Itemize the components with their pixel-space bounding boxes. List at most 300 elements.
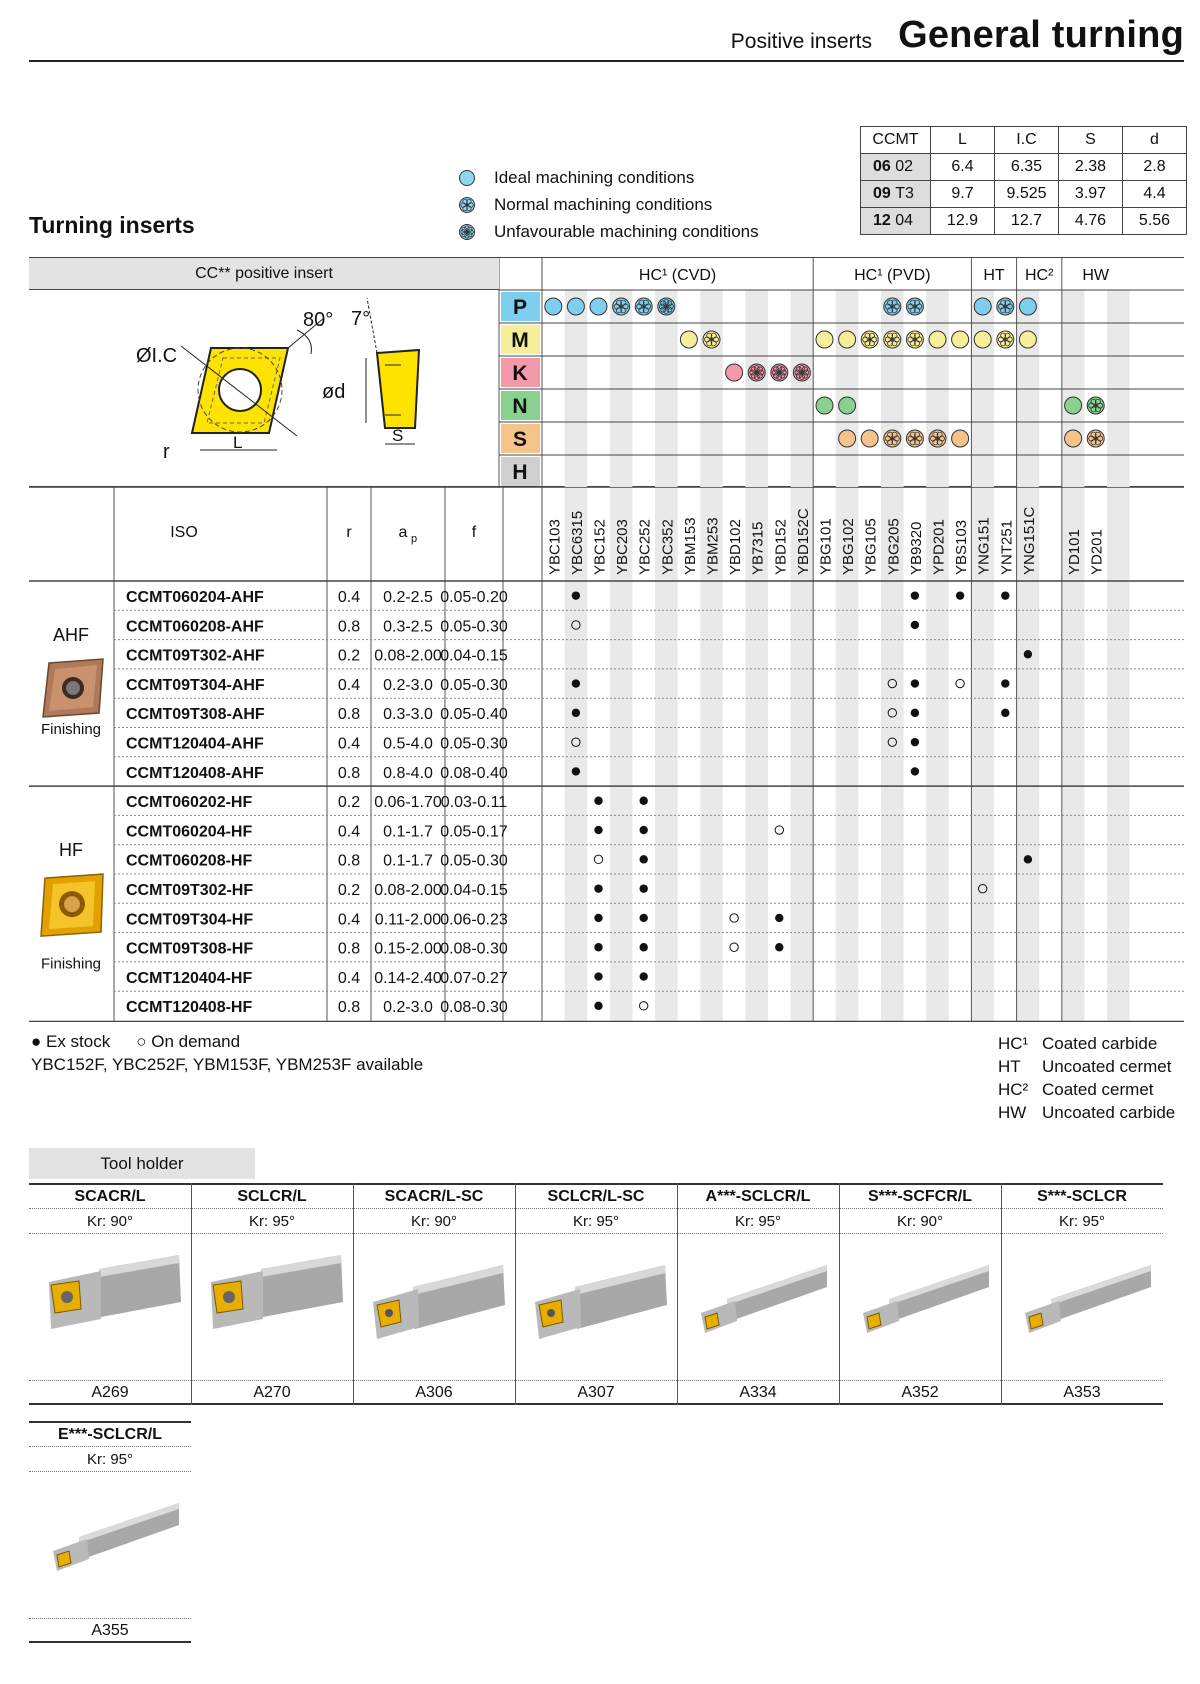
ex-stock-dot — [572, 767, 580, 775]
feed-value: 0.08-0.40 — [440, 764, 508, 782]
on-demand-dot — [730, 914, 738, 922]
feed-value: 0.05-0.30 — [440, 735, 508, 753]
circle-open-icon — [839, 331, 856, 348]
grade-name: YBM153 — [681, 517, 699, 575]
ap-value: 0.15-2.00 — [374, 940, 442, 958]
ex-stock-dot — [911, 767, 919, 775]
tool-holder-card — [1001, 1183, 1163, 1405]
grade-name: YD101 — [1066, 529, 1084, 575]
dims-suffix: 02 — [895, 158, 914, 175]
on-demand-label: On demand — [151, 1032, 241, 1051]
circle-open-icon — [1065, 397, 1082, 414]
holder-page-ref: A355 — [29, 1618, 191, 1641]
dims-header: L — [931, 127, 995, 154]
r-header: r — [346, 524, 352, 541]
boring-bar-icon — [687, 1247, 829, 1347]
circle-open-icon — [952, 430, 969, 447]
tool-holder-card — [191, 1183, 353, 1405]
grade-name: YBC152 — [591, 519, 609, 575]
grade-name: YBG101 — [817, 518, 835, 575]
boring-bar-icon — [1011, 1247, 1153, 1347]
tool-holder-icon — [39, 1247, 181, 1347]
radius-value: 0.2 — [337, 647, 361, 665]
circle-open-icon — [974, 331, 991, 348]
grade-key — [998, 1034, 1175, 1057]
circle-open-icon — [861, 430, 878, 447]
insert-group-name: AHF — [53, 625, 89, 645]
insert-hf-icon — [41, 874, 103, 936]
ex-stock-dot — [572, 709, 580, 717]
ex-stock-dot — [1001, 679, 1009, 687]
circle-open-icon — [1019, 331, 1036, 348]
material-letter: N — [512, 395, 528, 418]
radius-value: 0.8 — [337, 618, 361, 636]
grade-name: YBC6315 — [568, 510, 586, 575]
dims-cell: 12.9 — [931, 208, 995, 235]
grade-name: YNG151C — [1020, 506, 1038, 575]
holder-kr: Kr: 90° — [29, 1210, 191, 1234]
on-demand-dot — [640, 1002, 648, 1010]
radius-value: 0.4 — [337, 676, 361, 694]
ap-value: 0.08-2.00 — [374, 647, 442, 665]
tool-holder-card — [839, 1183, 1001, 1405]
holder-kr: Kr: 95° — [191, 1210, 353, 1234]
angle-label: 80° — [303, 309, 334, 331]
holder-kr: Kr: 90° — [353, 1210, 515, 1234]
flower-icon — [1087, 430, 1104, 447]
ex-stock-dot — [911, 679, 919, 687]
iso-table-graphic — [29, 487, 1184, 1022]
dims-row — [861, 208, 1187, 235]
radius-value: 0.8 — [337, 940, 361, 958]
insert-code: CCMT060202-HF — [126, 794, 253, 812]
ex-stock-dot — [594, 884, 602, 892]
header-subtitle: Positive inserts — [730, 30, 872, 53]
circle-open-icon — [816, 331, 833, 348]
ex-stock-dot — [594, 826, 602, 834]
grade-name: YB7315 — [749, 521, 767, 575]
tool-holder-card — [353, 1183, 515, 1405]
holder-page-ref: A270 — [191, 1380, 353, 1403]
ex-stock-dot — [1024, 855, 1032, 863]
grade-key-code: HW — [998, 1103, 1027, 1122]
ex-stock-dot — [640, 943, 648, 951]
radius-value: 0.4 — [337, 589, 361, 606]
flower-icon — [906, 430, 923, 447]
legend-unfavourable — [458, 218, 759, 245]
grade-matrix-graphic — [29, 258, 1184, 488]
ex-stock-dot — [911, 709, 919, 717]
material-letter: P — [512, 296, 528, 319]
holder-page-ref: A353 — [1001, 1380, 1163, 1403]
insert-code: CCMT120404-AHF — [126, 735, 264, 753]
dims-cell: 3.97 — [1059, 181, 1123, 208]
dims-cell: 2.38 — [1059, 154, 1123, 181]
circle-open-icon — [839, 430, 856, 447]
dims-suffix: T3 — [895, 185, 914, 202]
holder-divider — [353, 1183, 354, 1405]
iso-header: ISO — [170, 524, 198, 541]
grade-name: YD201 — [1088, 529, 1106, 575]
feed-value: 0.04-0.15 — [440, 647, 508, 665]
grade-name: YBC103 — [546, 519, 564, 575]
grade-name: YB9320 — [907, 521, 925, 575]
insert-code: CCMT09T302-AHF — [126, 647, 265, 665]
circle-open-icon — [839, 397, 856, 414]
ap-value: 0.3-3.0 — [383, 706, 433, 724]
grade-key-legend — [998, 1034, 1175, 1126]
grade-name: YBM253 — [704, 517, 722, 575]
flower-icon — [861, 331, 878, 348]
circle-open-icon — [952, 331, 969, 348]
flower-icon — [884, 331, 901, 348]
ap-value: 0.14-2.40 — [374, 969, 442, 987]
grade-name: YBS103 — [953, 519, 971, 575]
radius-value: 0.4 — [337, 823, 361, 841]
tool-holder-card — [677, 1183, 839, 1405]
grade-name: YBC252 — [636, 519, 654, 575]
ex-stock-dot — [640, 972, 648, 980]
ex-stock-dot — [640, 855, 648, 863]
flower-icon — [1087, 397, 1104, 414]
holder-kr: Kr: 95° — [677, 1210, 839, 1234]
dims-code: 12 — [873, 212, 891, 229]
stock-notes — [31, 1032, 423, 1075]
insert-code: CCMT060208-AHF — [126, 618, 264, 636]
ex-stock-dot — [640, 797, 648, 805]
flower-icon — [929, 430, 946, 447]
flower-icon — [906, 298, 923, 315]
holder-name: E***-SCLCR/L — [29, 1423, 191, 1447]
grade-key-desc: Uncoated cermet — [1042, 1057, 1172, 1076]
insert-code: CCMT120408-HF — [126, 999, 253, 1017]
ex-stock-dot — [911, 621, 919, 629]
dims-header: I.C — [995, 127, 1059, 154]
material-letter: S — [512, 428, 528, 451]
ex-stock-dot — [775, 914, 783, 922]
insert-side-view — [377, 350, 419, 428]
holder-kr: Kr: 95° — [1001, 1210, 1163, 1234]
grade-name: YNT251 — [998, 519, 1016, 575]
flower-dense-icon — [458, 223, 476, 241]
flower-icon — [884, 430, 901, 447]
feed-value: 0.05-0.20 — [440, 589, 508, 606]
flower-icon — [906, 331, 923, 348]
tool-holder-icon — [363, 1247, 505, 1347]
legend-label: Normal machining conditions — [494, 194, 713, 214]
feed-value: 0.05-0.17 — [440, 823, 508, 841]
circle-open-icon — [726, 364, 743, 381]
dims-header: CCMT — [861, 127, 931, 154]
feed-value: 0.06-0.23 — [440, 911, 508, 929]
insert-code: CCMT120404-HF — [126, 969, 253, 987]
ap-value: 0.2-3.0 — [383, 999, 433, 1017]
insert-diagram — [136, 298, 419, 463]
ap-value: 0.08-2.00 — [374, 882, 442, 899]
radius-value: 0.8 — [337, 852, 361, 870]
radius-value: 0.4 — [337, 735, 361, 753]
grade-group-label: HC¹ (PVD) — [854, 267, 931, 284]
radius-value: 0.8 — [337, 999, 361, 1017]
feed-value: 0.04-0.15 — [440, 882, 508, 899]
boring-bar-icon — [849, 1247, 991, 1347]
ex-stock-dot — [594, 972, 602, 980]
dims-code: 06 — [873, 158, 891, 175]
flower-icon — [635, 298, 652, 315]
ap-subscript: p — [411, 533, 418, 545]
grade-key-code: HC² — [998, 1080, 1029, 1099]
dims-code-cell — [861, 154, 931, 181]
dims-header-row — [861, 127, 1187, 154]
insert-code: CCMT060204-AHF — [126, 589, 264, 606]
feed-value: 0.07-0.27 — [440, 969, 508, 987]
dims-suffix: 04 — [895, 212, 914, 229]
tool-holder-card — [29, 1183, 191, 1405]
grade-key-code: HT — [998, 1057, 1021, 1076]
flower-icon — [613, 298, 630, 315]
circle-open-icon — [545, 298, 562, 315]
radius-value: 0.8 — [337, 706, 361, 724]
feed-value: 0.03-0.11 — [440, 794, 508, 812]
holder-name: SCACR/L-SC — [353, 1185, 515, 1209]
ap-value: 0.3-2.5 — [383, 618, 433, 636]
grade-key — [998, 1080, 1175, 1103]
finishing-caption: Finishing — [40, 721, 102, 739]
dims-cell: 9.7 — [931, 181, 995, 208]
legend-label: Ideal machining conditions — [494, 167, 695, 187]
holder-name: SCACR/L — [29, 1185, 191, 1209]
circle-open-icon — [974, 298, 991, 315]
material-letter: H — [512, 461, 528, 484]
insert-title: CC** positive insert — [29, 258, 499, 290]
ap-value: 0.06-1.70 — [374, 794, 442, 812]
holder-kr: Kr: 95° — [29, 1448, 191, 1472]
grade-name: YBD152C — [794, 508, 812, 575]
ap-value: 0.1-1.7 — [383, 823, 433, 841]
angle-arc — [297, 330, 311, 354]
legend-ideal — [458, 164, 759, 191]
grade-key-desc: Coated cermet — [1042, 1080, 1154, 1099]
tool-holder-tab: Tool holder — [29, 1148, 255, 1179]
circle-open-icon — [590, 298, 607, 315]
dims-cell: 12.7 — [995, 208, 1059, 235]
dims-cell: 6.4 — [931, 154, 995, 181]
material-letter: M — [511, 329, 529, 352]
ap-value: 0.5-4.0 — [383, 735, 433, 753]
flower-dense-icon — [658, 298, 675, 315]
holder-kr: Kr: 90° — [839, 1210, 1001, 1234]
holder-name: SCLCR/L-SC — [515, 1185, 677, 1209]
ic-label: ØI.C — [136, 345, 178, 367]
insert-code: CCMT09T308-AHF — [126, 706, 265, 724]
holder-divider — [839, 1183, 840, 1405]
circle-open-icon — [816, 397, 833, 414]
circle-open-icon — [1019, 298, 1036, 315]
ap-value: 0.2-2.5 — [383, 589, 433, 606]
insert-code: CCMT060204-HF — [126, 823, 253, 841]
radius-value: 0.2 — [337, 794, 361, 812]
on-demand-dot — [956, 679, 964, 687]
feed-value: 0.08-0.30 — [440, 940, 508, 958]
grade-group-label: HC² — [1024, 267, 1054, 284]
feed-value: 0.08-0.30 — [440, 999, 508, 1017]
circle-open-icon — [929, 331, 946, 348]
legend-label: Unfavourable machining conditions — [494, 221, 759, 241]
ex-stock-dot — [1024, 650, 1032, 658]
flower-icon — [460, 197, 475, 212]
dims-row — [861, 181, 1187, 208]
holder-divider — [677, 1183, 678, 1405]
header-title: General turning — [898, 14, 1184, 56]
page-header — [29, 14, 1184, 62]
ex-stock-dot — [572, 679, 580, 687]
holder-name: SCLCR/L — [191, 1185, 353, 1209]
ex-stock-dot — [640, 826, 648, 834]
insert-code: CCMT120408-AHF — [126, 764, 264, 782]
flower-dense-icon — [748, 364, 765, 381]
machining-legend — [458, 164, 759, 245]
dimension-table — [860, 126, 1187, 235]
ex-stock-dot — [640, 914, 648, 922]
grade-key-code: HC¹ — [998, 1034, 1029, 1053]
flower-icon — [997, 331, 1014, 348]
on-demand-dot — [730, 943, 738, 951]
dims-cell: 6.35 — [995, 154, 1059, 181]
grade-key — [998, 1103, 1175, 1126]
flower-icon — [458, 196, 476, 214]
grade-key — [998, 1057, 1175, 1080]
f-header: f — [471, 524, 477, 541]
dims-cell: 9.525 — [995, 181, 1059, 208]
length-label: L — [233, 433, 243, 452]
holder-divider — [515, 1183, 516, 1405]
tool-holder-icon — [201, 1247, 343, 1347]
tool-holder-card — [29, 1421, 191, 1643]
flower-dense-icon — [793, 364, 810, 381]
dims-cell: 5.56 — [1123, 208, 1187, 235]
radius-value: 0.8 — [337, 764, 361, 782]
ex-stock-label: Ex stock — [46, 1032, 111, 1051]
insert-code: CCMT060208-HF — [126, 852, 253, 870]
ap-value: 0.2-3.0 — [383, 676, 433, 694]
holder-page-ref: A306 — [353, 1380, 515, 1403]
grade-name: YBD152 — [772, 519, 790, 575]
grade-name: YPD201 — [930, 519, 948, 575]
ex-stock-dot — [594, 943, 602, 951]
circle-open-icon — [458, 169, 476, 187]
flower-dense-icon — [771, 364, 788, 381]
ap-value: 0.11-2.00 — [374, 911, 442, 929]
feed-value: 0.05-0.30 — [440, 618, 508, 636]
grade-name: YBD102 — [727, 519, 745, 575]
holder-kr: Kr: 95° — [515, 1210, 677, 1234]
grade-group-label: HT — [983, 267, 1005, 284]
dims-header: d — [1123, 127, 1187, 154]
material-letter: K — [512, 362, 528, 385]
radius-value: 0.4 — [337, 969, 361, 987]
ex-stock-dot — [594, 1002, 602, 1010]
insert-code: CCMT09T302-HF — [126, 882, 254, 899]
circle-open-icon — [1065, 430, 1082, 447]
ex-stock-dot — [1001, 591, 1009, 599]
flower-icon — [997, 298, 1014, 315]
dims-code: 09 — [873, 185, 891, 202]
grade-group-label: HC¹ (CVD) — [638, 267, 717, 284]
dims-cell: 4.76 — [1059, 208, 1123, 235]
dims-header: S — [1059, 127, 1123, 154]
ex-stock-dot — [1001, 709, 1009, 717]
ap-value: 0.8-4.0 — [383, 764, 433, 782]
clearance-angle-label: 7° — [351, 308, 371, 330]
holder-divider — [1001, 1183, 1002, 1405]
grade-name: YBG102 — [840, 518, 858, 575]
radius-value: 0.4 — [337, 911, 361, 929]
dims-row — [861, 154, 1187, 181]
holder-name: S***-SCLCR — [1001, 1185, 1163, 1209]
circle-open-icon — [680, 331, 697, 348]
feed-value: 0.05-0.30 — [440, 676, 508, 694]
flower-dense-icon — [460, 224, 475, 239]
radius-label: r — [163, 441, 170, 463]
holder-page-ref: A307 — [515, 1380, 677, 1403]
flower-icon — [703, 331, 720, 348]
dims-code-cell — [861, 181, 931, 208]
insert-hole — [219, 369, 261, 411]
grade-matrix — [29, 257, 1184, 487]
radius-value: 0.2 — [337, 882, 361, 899]
legend-normal — [458, 191, 759, 218]
on-demand-note: ○ On demand — [136, 1032, 241, 1051]
holder-name: S***-SCFCR/L — [839, 1185, 1001, 1209]
insert-group-name: HF — [59, 840, 83, 861]
boring-bar-icon — [39, 1485, 181, 1585]
ex-stock-dot — [640, 884, 648, 892]
dims-code-cell — [861, 208, 931, 235]
grade-name: YBC352 — [659, 519, 677, 575]
holder-divider — [191, 1183, 192, 1405]
finishing-caption: Finishing — [40, 955, 102, 973]
grade-key-desc: Coated carbide — [1042, 1034, 1158, 1053]
ex-stock-dot — [911, 738, 919, 746]
grade-group-label: HW — [1082, 267, 1110, 284]
grade-column-stripe — [1107, 487, 1130, 1022]
feed-value: 0.05-0.40 — [440, 706, 508, 724]
flower-icon — [884, 298, 901, 315]
available-note: YBC152F, YBC252F, YBM153F, YBM253F available — [31, 1055, 424, 1074]
ap-header: a — [398, 524, 408, 541]
ap-value: 0.1-1.7 — [383, 852, 433, 870]
ex-stock-dot — [594, 797, 602, 805]
holder-page-ref: A352 — [839, 1380, 1001, 1403]
insert-ahf-icon — [43, 659, 103, 717]
dims-cell: 2.8 — [1123, 154, 1187, 181]
ex-stock-dot — [572, 591, 580, 599]
ex-stock-dot — [956, 591, 964, 599]
ex-stock-note: ● Ex stock — [31, 1032, 111, 1051]
insert-code: CCMT09T304-HF — [126, 911, 254, 929]
grade-name: YBG205 — [885, 518, 903, 575]
feed-value: 0.05-0.30 — [440, 852, 508, 870]
on-demand-dot — [594, 855, 602, 863]
holder-page-ref: A334 — [677, 1380, 839, 1403]
grade-name: YBG105 — [862, 518, 880, 575]
ex-stock-dot — [594, 914, 602, 922]
grade-key-desc: Uncoated carbide — [1042, 1103, 1176, 1122]
grade-name: YNG151 — [975, 517, 993, 575]
circle-open-icon — [567, 298, 584, 315]
ex-stock-dot — [775, 943, 783, 951]
on-demand-dot — [775, 826, 783, 834]
